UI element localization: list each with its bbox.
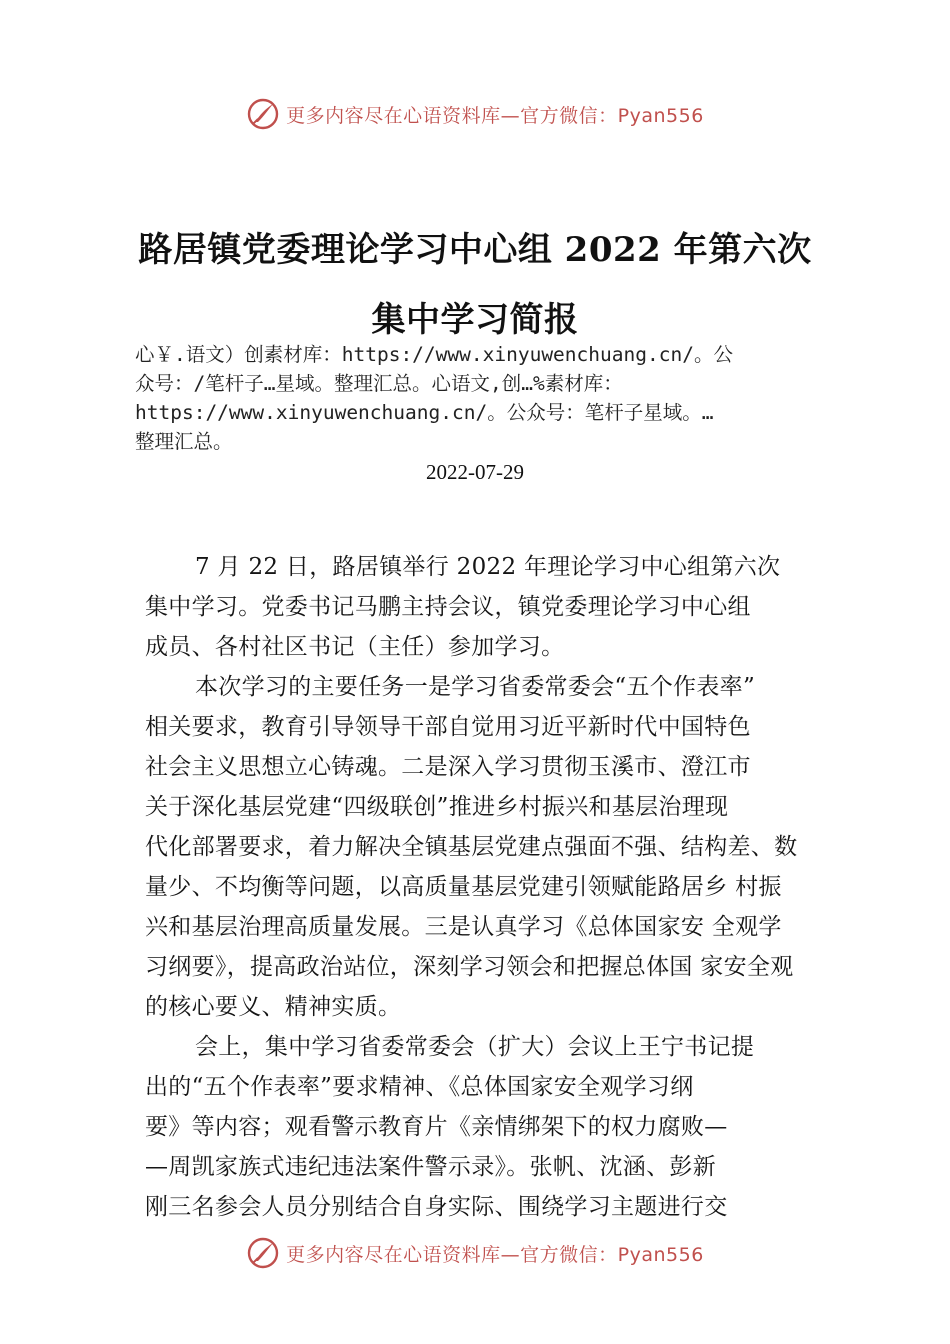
body-line: 要》等内容；观看警示教育片《亲情绑架下的权力腐败— bbox=[145, 1114, 728, 1140]
watermark-banner-top bbox=[0, 94, 950, 134]
watermark-banner-bottom bbox=[0, 1233, 950, 1273]
body-line: 兴和基层治理高质量发展。三是认真学习《总体国家安 全观学 bbox=[145, 914, 782, 940]
body-line: 习纲要》，提高政治站位，深刻学习领会和把握总体国 家安全观 bbox=[145, 954, 794, 980]
document-date: 2022-07-29 bbox=[426, 460, 524, 484]
document-title-line-1: 路居镇党委理论学习中心组 2022 年第六次 bbox=[138, 230, 812, 270]
body-line: 会上，集中学习省委常委会（扩大）会议上王宁书记提 bbox=[195, 1034, 755, 1060]
body-line: 集中学习。党委书记马鹏主持会议，镇党委理论学习中心组 bbox=[145, 594, 751, 620]
source-note-line: 整理汇总。 bbox=[135, 430, 233, 453]
document-title-line-2: 集中学习简报 bbox=[371, 300, 579, 340]
source-note-line: 心￥.语文）创素材库：https://www.xinyuwenchuang.cn/。公 bbox=[135, 343, 733, 366]
source-note-line: 众号：/笔杆子…星域。整理汇总。心语文,创…%素材库： bbox=[135, 372, 623, 395]
body-line: 关于深化基层党建“四级联创”推进乡村振兴和基层治理现 bbox=[145, 794, 729, 820]
watermark-text: 更多内容尽在心语资料库—官方微信：Pyan556 bbox=[286, 1243, 704, 1266]
body-line: 社会主义思想立心铸魂。二是深入学习贯彻玉溪市、澄江市 bbox=[145, 754, 751, 780]
body-line: 7 月 22 日，路居镇举行 2022 年理论学习中心组第六次 bbox=[195, 554, 781, 580]
quill-logo-icon bbox=[246, 1236, 280, 1270]
body-line: 相关要求，教育引导领导干部自觉用习近平新时代中国特色 bbox=[145, 714, 751, 740]
body-line: 量少、不均衡等问题，以高质量基层党建引领赋能路居乡 村振 bbox=[145, 874, 782, 900]
body-line: 的核心要义、精神实质。 bbox=[145, 994, 402, 1020]
body-line: 成员、各村社区书记（主任）参加学习。 bbox=[145, 634, 565, 660]
body-line: 刚三名参会人员分别结合自身实际、围绕学习主题进行交 bbox=[145, 1194, 728, 1220]
body-line: 出的“五个作表率”要求精神、《总体国家安全观学习纲 bbox=[145, 1074, 694, 1100]
body-line: 本次学习的主要任务一是学习省委常委会“五个作表率” bbox=[195, 674, 756, 700]
body-line: —周凯家族式违纪违法案件警示录》。张帆、沈涵、彭新 bbox=[145, 1154, 716, 1180]
source-note-line: https://www.xinyuwenchuang.cn/。公众号：笔杆子星域。… bbox=[135, 401, 714, 424]
quill-logo-icon bbox=[246, 97, 280, 131]
watermark-text: 更多内容尽在心语资料库—官方微信：Pyan556 bbox=[286, 104, 704, 127]
body-line: 代化部署要求，着力解决全镇基层党建点强面不强、结构差、数 bbox=[145, 834, 798, 860]
